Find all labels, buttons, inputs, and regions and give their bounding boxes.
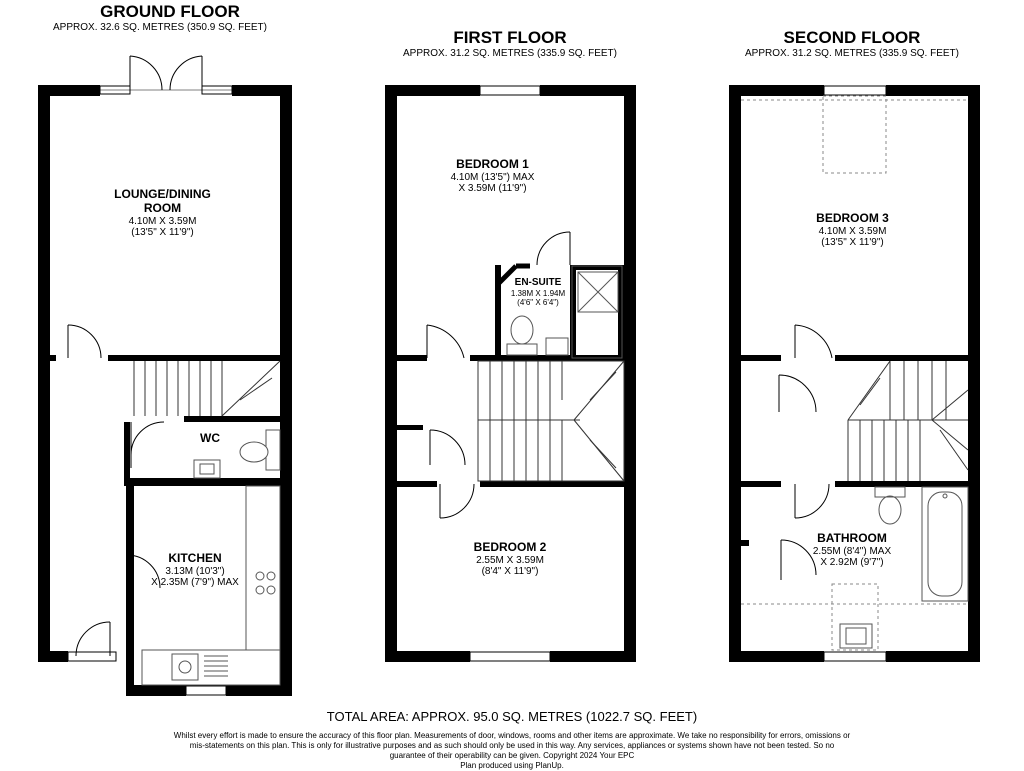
room-label-kitchen <box>130 552 260 589</box>
room-name: WC <box>200 431 220 445</box>
second-outer-walls <box>729 85 980 662</box>
disclaimer-line: mis-statements on this plan. This is only for illustrative purposes and as such should only be used in this way. Any services, appliances or systems shown have not been tested. So no <box>189 741 835 750</box>
room-label-wc <box>190 432 230 446</box>
room-label-bathroom <box>792 532 912 569</box>
first-stairs <box>478 361 624 481</box>
ensuite-door <box>537 232 570 265</box>
room-dimensions: 3.13M (10'3") <box>165 565 225 577</box>
lounge-door <box>68 325 101 358</box>
ensuite-basin <box>546 338 568 355</box>
room-label-bedroom1 <box>430 158 555 195</box>
room-dimensions: 4.10M X 3.59M <box>128 215 197 227</box>
bathroom-window <box>824 652 886 661</box>
room-label-lounge <box>85 188 240 239</box>
ground-floor-title: GROUND FLOOR <box>100 2 240 21</box>
bedroom2-window <box>470 652 550 661</box>
total-area: TOTAL AREA: APPROX. 95.0 SQ. METRES (1022.7 SQ. FEET) <box>326 709 698 724</box>
ensuite-toilet <box>507 316 537 355</box>
room-name: EN-SUITE <box>514 277 562 288</box>
disclaimer-line: Whilst every effort is made to ensure the accuracy of this floor plan. Measurements of door, windows, rooms and other items are approximate. We take no responsibility for errors, omissions or <box>173 731 851 740</box>
disclaimer <box>140 731 884 771</box>
room-dimensions: 4.10M (13'5") MAX <box>450 171 535 183</box>
bedroom2-door <box>440 484 474 518</box>
bedroom1-window <box>480 86 540 95</box>
patio-door <box>100 56 232 94</box>
room-label-ensuite <box>504 277 572 307</box>
room-dimensions: X 3.59M (11'9") <box>458 183 527 195</box>
room-dimensions: 2.55M (8'4") MAX <box>812 545 892 557</box>
ground-stairs <box>134 361 280 416</box>
room-dimensions: (13'5" X 11'9") <box>821 237 884 249</box>
room-dimensions: X 2.35M (7'9") MAX <box>151 577 239 589</box>
second-floor-title: SECOND FLOOR <box>783 28 921 47</box>
room-dimensions: X 2.92M (9'7") <box>820 557 884 569</box>
wc-basin <box>194 460 220 478</box>
bedroom3-door <box>795 325 832 358</box>
ensuite-shower <box>572 266 622 358</box>
cupboard-door <box>430 430 465 465</box>
front-door <box>68 622 116 661</box>
room-dimensions: 1.38M X 1.94M <box>510 288 566 298</box>
ground-floor-plan <box>38 56 292 696</box>
second-floor-area: APPROX. 31.2 SQ. METRES (335.9 SQ. FEET) <box>745 48 959 59</box>
disclaimer-line: Plan produced using PlanUp. <box>460 761 564 770</box>
bathroom-toilet <box>875 487 905 524</box>
room-dimensions: (8'4" X 11'9") <box>481 566 539 578</box>
bedroom1-door <box>427 325 464 358</box>
first-floor-area: APPROX. 31.2 SQ. METRES (335.9 SQ. FEET) <box>403 48 617 59</box>
room-dimensions: 4.10M X 3.59M <box>818 225 887 237</box>
second-stairs <box>848 361 968 481</box>
ground-floor-area: APPROX. 32.6 SQ. METRES (350.9 SQ. FEET) <box>53 22 267 33</box>
room-name: ROOM <box>143 200 182 215</box>
bath <box>922 487 968 601</box>
wc-toilet <box>240 430 280 470</box>
room-name: BEDROOM 3 <box>816 211 889 225</box>
room-dimensions: 2.55M X 3.59M <box>476 554 544 566</box>
room-name: KITCHEN <box>168 551 222 565</box>
room-dimensions: (4'6" X 6'4") <box>517 297 559 307</box>
room-label-bedroom3 <box>790 212 915 249</box>
wc-door <box>131 422 164 468</box>
room-name: BEDROOM 1 <box>456 157 529 171</box>
disclaimer-line: guarantee of their operability can be given. Copyright 2024 Your EPC <box>389 751 635 760</box>
first-floor-title: FIRST FLOOR <box>453 28 567 47</box>
room-name: BATHROOM <box>817 531 887 545</box>
bedroom3-window <box>824 86 886 95</box>
landing-door <box>779 375 816 412</box>
kitchen-window <box>186 686 226 695</box>
bathroom-basin <box>840 624 872 648</box>
bathroom-door <box>795 484 829 518</box>
room-name: BEDROOM 2 <box>473 540 547 554</box>
room-name: LOUNGE/DINING <box>114 187 211 201</box>
second-floor-plan <box>729 85 980 662</box>
room-label-bedroom2 <box>450 541 570 578</box>
room-dimensions: (13'5" X 11'9") <box>131 227 194 239</box>
